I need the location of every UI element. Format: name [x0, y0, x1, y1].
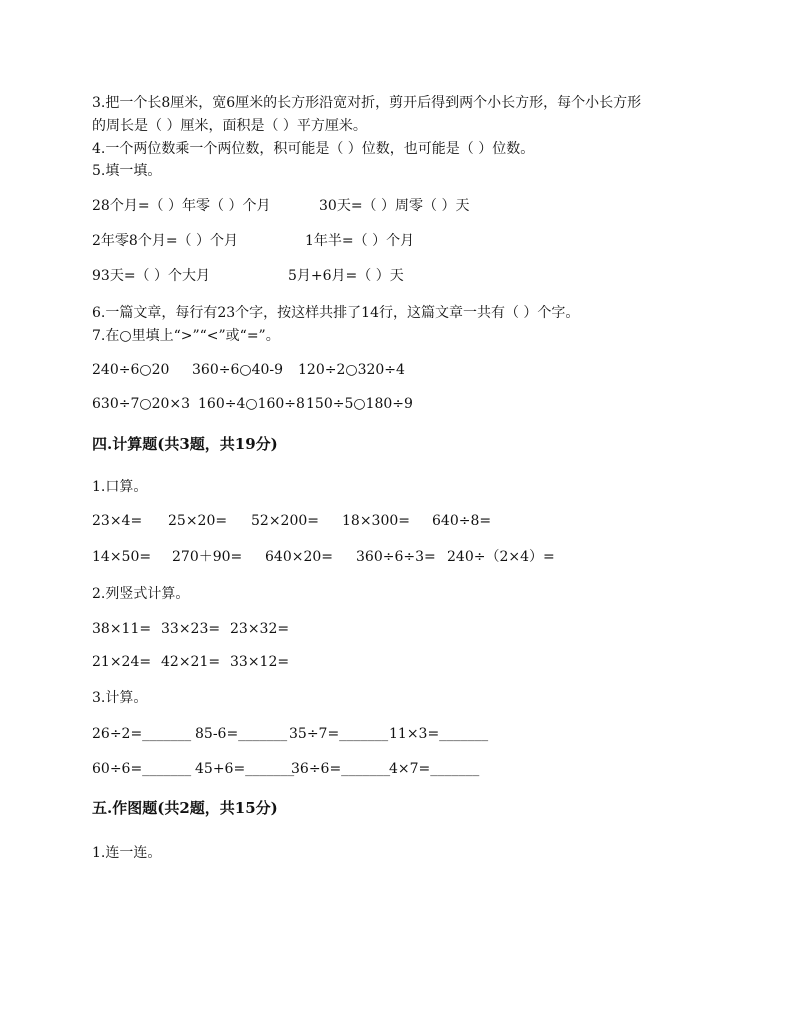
fill-item: 2年零8个月=（ ）个月 — [92, 233, 238, 249]
fill-item: 5月+6月=（ ）天 — [288, 268, 404, 284]
question-7: 7.在○里填上“>”“<”或“=”。 — [92, 328, 280, 344]
oral-item: 640×20= — [265, 549, 333, 565]
blank-item: 35÷7=_______ — [289, 726, 389, 742]
vertical-row — [92, 619, 492, 639]
compare-item: 120÷2○320÷4 — [298, 362, 405, 378]
question-6: 6.一篇文章，每行有23个字，按这样共排了14行，这篇文章一共有（ ）个字。 — [92, 305, 580, 321]
vertical-item: 38×11= — [92, 621, 152, 637]
vertical-item: 33×23= — [161, 621, 221, 637]
oral-item: 240÷（2×4）= — [447, 549, 555, 565]
compare-item: 630÷7○20×3 — [92, 396, 191, 412]
vertical-item: 21×24= — [92, 654, 152, 670]
blank-item: 60÷6=_______ — [92, 761, 192, 777]
section-5-title: 五.作图题(共2题，共15分) — [92, 799, 278, 817]
question-4: 4.一个两位数乘一个两位数，积可能是（ ）位数，也可能是（ ）位数。 — [92, 141, 535, 157]
oral-row — [92, 547, 712, 567]
vertical-item: 33×12= — [230, 654, 290, 670]
question-5: 5.填一填。 — [92, 163, 162, 179]
compare-item: 160÷4○160÷8 — [198, 396, 305, 412]
oral-item: 23×4= — [92, 513, 143, 529]
question-3-line-1: 3.把一个长8厘米，宽6厘米的长方形沿宽对折，剪开后得到两个小长方形，每个小长方形 — [92, 95, 642, 111]
blank-item: 4×7=_______ — [389, 761, 480, 777]
compare-row — [92, 394, 692, 414]
compare-row — [92, 360, 692, 380]
vertical-item: 23×32= — [230, 621, 290, 637]
question-3-line-2: 的周长是（ ）厘米，面积是（ ）平方厘米。 — [92, 118, 367, 134]
fill-item: 28个月=（ ）年零（ ）个月 — [92, 198, 271, 214]
oral-item: 640÷8= — [432, 513, 492, 529]
blank-item: 36÷6=_______ — [291, 761, 391, 777]
vertical-row — [92, 652, 492, 672]
calc-1-title: 1.口算。 — [92, 479, 148, 495]
blank-item: 85-6=_______ — [195, 726, 288, 742]
fill-row — [92, 196, 692, 216]
calc-3-title: 3.计算。 — [92, 690, 148, 706]
vertical-item: 42×21= — [161, 654, 221, 670]
oral-item: 18×300= — [342, 513, 410, 529]
calc-2-title: 2.列竖式计算。 — [92, 586, 190, 602]
compare-item: 240÷6○20 — [92, 362, 170, 378]
blank-item: 11×3=_______ — [389, 726, 489, 742]
fill-item: 30天=（ ）周零（ ）天 — [319, 198, 470, 214]
oral-item: 360÷6÷3= — [356, 549, 436, 565]
fill-row — [92, 266, 692, 286]
blank-item: 45+6=_______ — [195, 761, 295, 777]
oral-item: 270＋90= — [172, 549, 243, 565]
blank-item: 26÷2=_______ — [92, 726, 192, 742]
oral-item: 14×50= — [92, 549, 152, 565]
fill-item: 93天=（ ）个大月 — [92, 268, 210, 284]
blank-row — [92, 759, 712, 779]
compare-item: 150÷5○180÷9 — [306, 396, 413, 412]
compare-item: 360÷6○40-9 — [192, 362, 284, 378]
oral-item: 52×200= — [251, 513, 319, 529]
fill-item: 1年半=（ ）个月 — [305, 233, 415, 249]
oral-row — [92, 511, 712, 531]
section-4-title: 四.计算题(共3题，共19分) — [92, 435, 278, 453]
draw-1-title: 1.连一连。 — [92, 845, 162, 861]
oral-item: 25×20= — [168, 513, 228, 529]
blank-row — [92, 724, 712, 744]
fill-row — [92, 231, 692, 251]
